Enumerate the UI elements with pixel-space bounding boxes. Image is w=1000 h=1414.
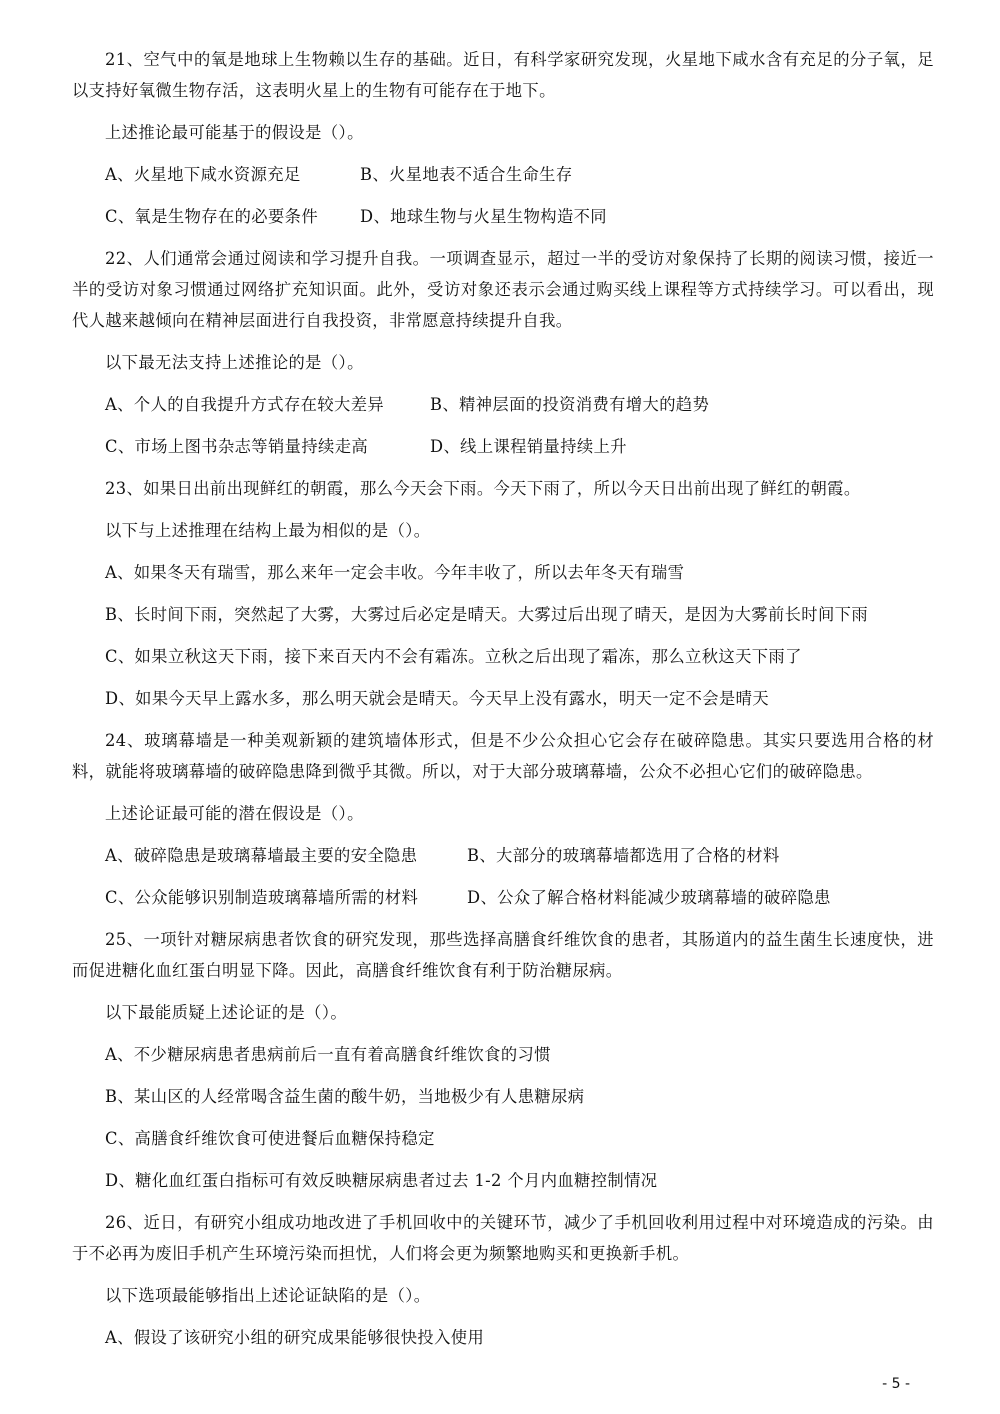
q23-question: 以下与上述推理在结构上最为相似的是（）。 bbox=[105, 521, 431, 540]
q24-question: 上述论证最可能的潜在假设是（）。 bbox=[105, 804, 364, 823]
q21-option-a: A、火星地下咸水资源充足 bbox=[105, 165, 301, 184]
q24-stem: 24、玻璃幕墙是一种美观新颖的建筑墙体形式，但是不少公众担心它会存在破碎隐患。其实只要选用合格的材料，就能将玻璃幕墙的破碎隐患降到微乎其微。所以，对于大部分玻璃幕墙，公众不必担心它们的破碎隐患。 bbox=[72, 731, 934, 781]
q22-option-c: C、市场上图书杂志等销量持续走高 bbox=[105, 437, 369, 456]
q21-option-d: D、地球生物与火星生物构造不同 bbox=[360, 207, 607, 226]
q22-stem: 22、人们通常会通过阅读和学习提升自我。一项调查显示，超过一半的受访对象保持了长期的阅读习惯，接近一半的受访对象习惯通过网络扩充知识面。此外，受访对象还表示会通过购买线上课程等方式持续学习。可以看出，现代人越来越倾向在精神层面进行自我投资，非常愿意持续提升自我。 bbox=[72, 249, 934, 330]
q21-options-ab bbox=[72, 159, 934, 190]
q21-question: 上述推论最可能基于的假设是（）。 bbox=[105, 123, 364, 142]
q21-option-c: C、氧是生物存在的必要条件 bbox=[105, 207, 319, 226]
q25-option-d: D、糖化血红蛋白指标可有效反映糖尿病患者过去 1-2 个月内血糖控制情况 bbox=[105, 1171, 658, 1190]
q25-question: 以下最能质疑上述论证的是（）。 bbox=[105, 1003, 348, 1022]
q25-option-c: C、高膳食纤维饮食可使进餐后血糖保持稳定 bbox=[105, 1129, 435, 1148]
q23-option-a: A、如果冬天有瑞雪，那么来年一定会丰收。今年丰收了，所以去年冬天有瑞雪 bbox=[105, 563, 685, 582]
q26-question: 以下选项最能够指出上述论证缺陷的是（）。 bbox=[105, 1286, 431, 1305]
q24-option-c: C、公众能够识别制造玻璃幕墙所需的材料 bbox=[105, 888, 419, 907]
q22-options-cd bbox=[72, 431, 934, 462]
q25-stem: 25、一项针对糖尿病患者饮食的研究发现，那些选择高膳食纤维饮食的患者，其肠道内的益生菌生长速度快，进而促进糖化血红蛋白明显下降。因此，高膳食纤维饮食有利于防治糖尿病。 bbox=[72, 930, 934, 980]
q22-option-b: B、精神层面的投资消费有增大的趋势 bbox=[430, 395, 710, 414]
q21-options-cd bbox=[72, 201, 934, 232]
q25-option-a: A、不少糖尿病患者患病前后一直有着高膳食纤维饮食的习惯 bbox=[105, 1045, 551, 1064]
exam-page bbox=[72, 44, 934, 1353]
q24-option-d: D、公众了解合格材料能减少玻璃幕墙的破碎隐患 bbox=[467, 888, 831, 907]
q21-option-b: B、火星地表不适合生命生存 bbox=[360, 165, 573, 184]
q23-option-c: C、如果立秋这天下雨，接下来百天内不会有霜冻。立秋之后出现了霜冻，那么立秋这天下雨了 bbox=[105, 647, 802, 666]
q23-option-d: D、如果今天早上露水多，那么明天就会是晴天。今天早上没有露水，明天一定不会是晴天 bbox=[105, 689, 770, 708]
q21-stem: 21、空气中的氧是地球上生物赖以生存的基础。近日，有科学家研究发现，火星地下咸水含有充足的分子氧，足以支持好氧微生物存活，这表明火星上的生物有可能存在于地下。 bbox=[72, 50, 934, 100]
q24-options-cd bbox=[72, 882, 934, 913]
q25-option-b: B、某山区的人经常喝含益生菌的酸牛奶，当地极少有人患糖尿病 bbox=[105, 1087, 585, 1106]
q24-option-b: B、大部分的玻璃幕墙都选用了合格的材料 bbox=[467, 846, 780, 865]
page-number: - 5 - bbox=[882, 1376, 910, 1392]
q22-options-ab bbox=[72, 389, 934, 420]
q22-option-d: D、线上课程销量持续上升 bbox=[430, 437, 627, 456]
q24-options-ab bbox=[72, 840, 934, 871]
q23-option-b: B、长时间下雨，突然起了大雾，大雾过后必定是晴天。大雾过后出现了晴天，是因为大雾前长时间下雨 bbox=[105, 605, 869, 624]
q22-option-a: A、个人的自我提升方式存在较大差异 bbox=[105, 395, 385, 414]
q26-stem: 26、近日，有研究小组成功地改进了手机回收中的关键环节，减少了手机回收利用过程中对环境造成的污染。由于不必再为废旧手机产生环境污染而担忧，人们将会更为频繁地购买和更换新手机。 bbox=[72, 1213, 934, 1263]
q23-stem: 23、如果日出前出现鲜红的朝霞，那么今天会下雨。今天下雨了，所以今天日出前出现了鲜红的朝霞。 bbox=[105, 479, 861, 498]
q24-option-a: A、破碎隐患是玻璃幕墙最主要的安全隐患 bbox=[105, 846, 418, 865]
q26-option-a: A、假设了该研究小组的研究成果能够很快投入使用 bbox=[105, 1328, 485, 1347]
q22-question: 以下最无法支持上述推论的是（）。 bbox=[105, 353, 364, 372]
